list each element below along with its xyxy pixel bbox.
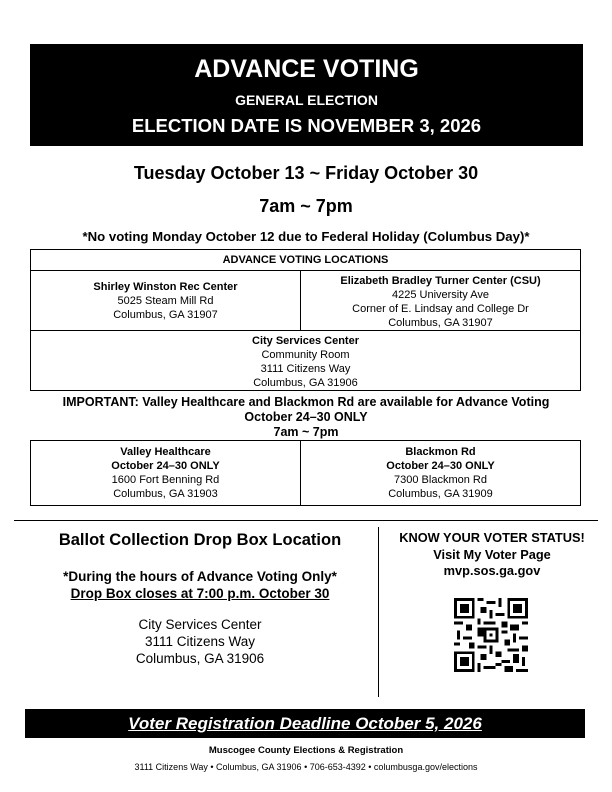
- location-blackmon-rd: [301, 445, 580, 501]
- location-name: City Services Center: [252, 335, 359, 347]
- drop-box-address: [30, 616, 370, 667]
- important-note: [0, 395, 612, 440]
- location-city: Columbus, GA 31903: [113, 488, 218, 500]
- voter-page-label: Visit My Voter Page: [433, 546, 551, 562]
- location-name: Valley Healthcare: [120, 446, 211, 458]
- important-dates: October 24–30 ONLY: [244, 410, 368, 424]
- important-line: IMPORTANT: Valley Healthcare and Blackmon Rd are available for Advance Voting: [62, 395, 550, 409]
- table-divider: [31, 330, 580, 331]
- location-city: Columbus, GA 31906: [253, 377, 358, 389]
- drop-box-close-note: Drop Box closes at 7:00 p.m. October 30: [70, 586, 330, 601]
- location-dates: October 24–30 ONLY: [111, 460, 220, 472]
- locations-table: [30, 249, 581, 391]
- location-street: 7300 Blackmon Rd: [394, 474, 487, 486]
- location-street: 5025 Steam Mill Rd: [117, 295, 214, 307]
- holiday-note: *No voting Monday October 12 due to Federal Holiday (Columbus Day)*: [82, 229, 530, 244]
- voting-dates: Tuesday October 13 ~ Friday October 30: [133, 163, 479, 183]
- location-street: 4225 University Ave: [391, 289, 490, 301]
- voter-status-heading: KNOW YOUR VOTER STATUS!: [399, 530, 585, 545]
- location-city-services: [31, 334, 580, 390]
- important-hours: 7am ~ 7pm: [273, 425, 339, 439]
- voting-hours: 7am ~ 7pm: [259, 196, 353, 216]
- limited-locations-table: [30, 440, 581, 506]
- location-street: 3111 Citizens Way: [260, 363, 351, 375]
- location-name: Shirley Winston Rec Center: [93, 281, 238, 293]
- header-banner: [30, 44, 583, 146]
- qr-code-icon[interactable]: [454, 598, 528, 672]
- registration-deadline: Voter Registration Deadline October 5, 2026: [128, 714, 482, 733]
- election-type: GENERAL ELECTION: [235, 92, 378, 108]
- locations-header: ADVANCE VOTING LOCATIONS: [31, 250, 580, 271]
- voter-page-link[interactable]: mvp.sos.ga.gov: [443, 563, 541, 578]
- location-street: 1600 Fort Benning Rd: [111, 474, 220, 486]
- voter-status-block: [380, 530, 604, 580]
- location-valley-healthcare: [31, 445, 300, 501]
- drop-box-hours-note: *During the hours of Advance Voting Only*: [63, 569, 337, 584]
- location-name: Blackmon Rd: [405, 446, 476, 458]
- location-city: Columbus, GA 31907: [113, 309, 218, 321]
- location-name: Elizabeth Bradley Turner Center (CSU): [340, 275, 541, 287]
- footer-contact: 3111 Citizens Way • Columbus, GA 31906 • 706-653-4392 • columbusga.gov/elections: [134, 762, 478, 772]
- location-cross-street: Corner of E. Lindsay and College Dr: [352, 303, 529, 315]
- election-date: ELECTION DATE IS NOVEMBER 3, 2026: [131, 115, 482, 136]
- section-divider: [14, 520, 598, 521]
- location-room: Community Room: [261, 349, 350, 361]
- drop-box-title: Ballot Collection Drop Box Location: [58, 531, 342, 549]
- column-divider: [378, 527, 379, 697]
- drop-box-name: City Services Center: [138, 617, 262, 632]
- location-dates: October 24–30 ONLY: [386, 460, 495, 472]
- drop-box-street: 3111 Citizens Way: [144, 634, 256, 649]
- footer-org: Muscogee County Elections & Registration: [208, 745, 404, 756]
- location-city: Columbus, GA 31907: [388, 317, 493, 329]
- location-city: Columbus, GA 31909: [388, 488, 493, 500]
- page-title: ADVANCE VOTING: [194, 55, 419, 83]
- location-turner-center: [301, 274, 580, 330]
- location-shirley-winston: [31, 280, 300, 322]
- drop-box-city: Columbus, GA 31906: [135, 651, 265, 666]
- registration-deadline-banner: [25, 709, 585, 738]
